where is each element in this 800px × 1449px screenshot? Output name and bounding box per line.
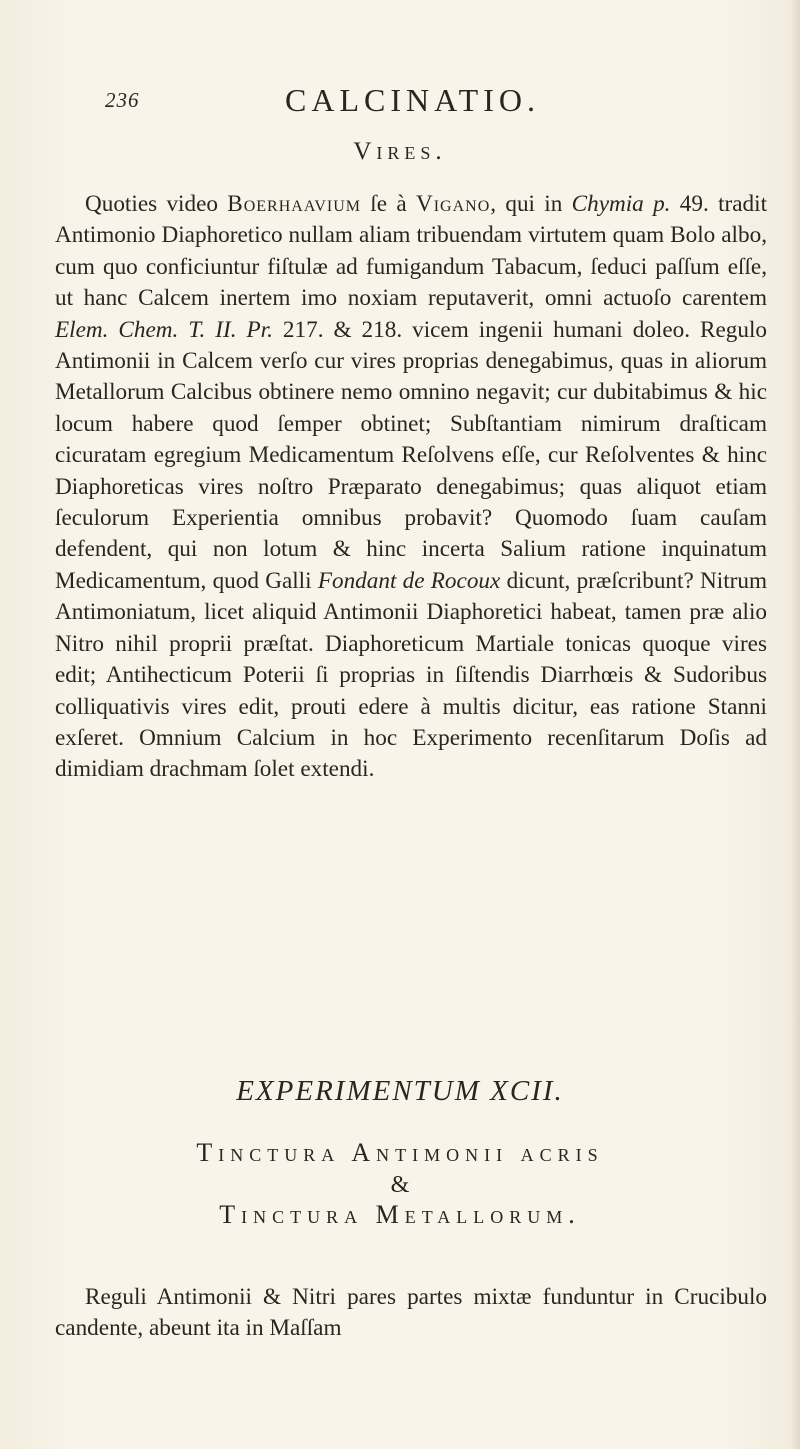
experiment-subtitle-line: Tinctura Metallorum. [219,1200,581,1229]
citation: Elem. Chem. T. II. Pr. [55,316,273,343]
body-paragraph: Reguli Antimonii & Nitri pares partes mixtæ funduntur in Crucibulo candente, abeunt ita in Maſſam [55,1284,767,1342]
author-name: Vigano [415,191,491,217]
text-segment: 217. & 218. vicem ingenii humani doleo. Regulo Antimonii in Calcem verſo cur vires proprias denegabimus, quas in aliorum Metallorum Calcibus obtinere nemo omnino negavit; cur dubitabimus & hic locum habere quod ſemper obtinet; Subſtantiam nimirum draſticam cicuratam egregium Medicamentum Reſolvens eſſe, cur Reſolventes & hinc Diaphoreticas vires noſtro Præparato denegabimus; quas aliquot etiam ſeculorum Experientia omnibus probavit? Quomodo ſuam cauſam defendent, qui non lotum & hinc incerta Salium ratione inquinatum Medicamentum, quod Galli [55,316,767,594]
text-segment: , qui in [490,191,572,217]
page-edge-shadow [790,0,800,1449]
section-title: Vires. [353,138,447,165]
page-number: 236 [105,88,140,112]
running-head: CALCINATIO. [285,82,540,118]
text-segment: dicunt, præſcribunt? Nitrum Antimoniatum, licet aliquid Antimonii Diaphoretici habeat, tamen præ alio Nitro nihil proprii præſtat. Diaphoreticum Martiale tonicas quoque vires edit; Antihecticum Poterii ſi proprias in ſiſtendis Diarrhœis & Sudoribus colliquativis vires edit, prouti edere à multis dicitur, eas ratione Stanni exſeret. Omnium Calcium in hoc Experimento recenſitarum Doſis ad dimidiam drachmam ſolet extendi. [55,567,767,783]
text-segment: 49. tradit Antimonio Diaphoretico nullam aliam tribuendam virtutem quam Bolo albo, cum quo conficiuntur fiſtulæ ad fumigandum Tabacum, ſeduci paſſum eſſe, ut hanc Calcem inertem imo noxiam reputaverit, omni actuoſo carentem [55,191,768,312]
author-name: Boerhaavium [227,191,361,217]
ampersand-line: & [390,1172,410,1198]
citation: Chymia p. [571,191,671,217]
experiment-subtitle-line: Tinctura Antimonii acris [196,1138,604,1167]
page-header [105,82,745,122]
foreign-term: Fondant de Rocoux [317,567,501,594]
body-paragraph [55,189,767,786]
text-segment: Quoties video [85,191,228,217]
experiment-title: EXPERIMENTUM XCII. [236,1075,564,1107]
text-segment: ſe à [361,191,416,217]
